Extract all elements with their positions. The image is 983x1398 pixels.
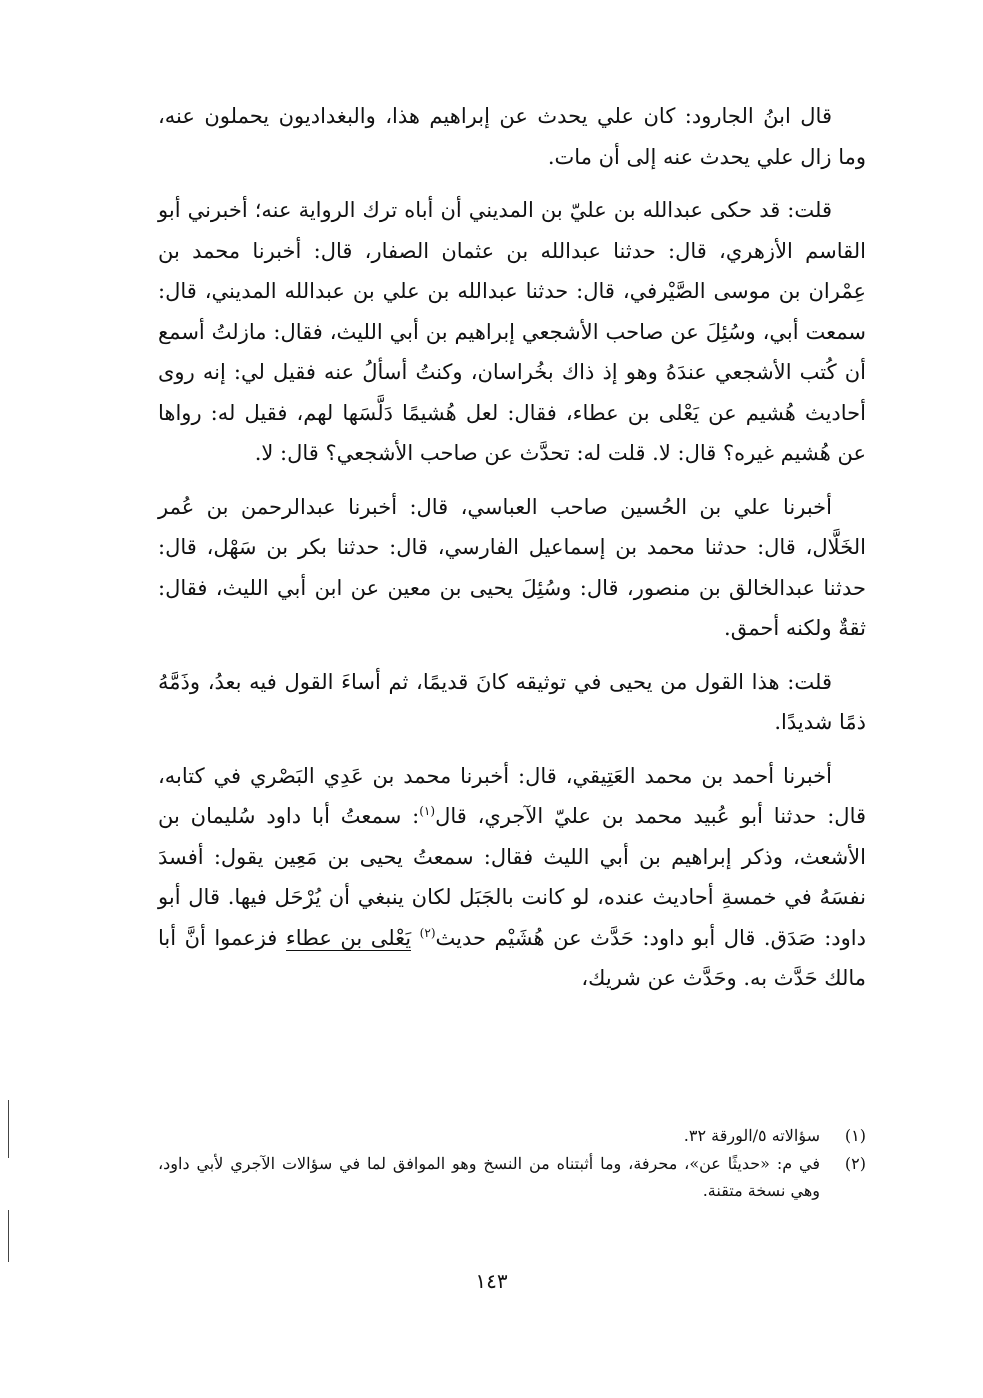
footnote-1	[158, 1122, 866, 1149]
footnote-1-text: سؤالاته ٥/الورقة ٣٢.	[683, 1126, 820, 1145]
page-number: ١٤٣	[475, 1269, 508, 1293]
footnote-2-number: (٢)	[844, 1154, 866, 1173]
footnote-ref-2: (٢)	[419, 925, 436, 940]
paragraph-1: قال ابنُ الجارود: كان علي يحدث عن إبراهيم هذا، والبغداديون يحملون عنه، وما زال علي يحدث عنه إلى أن مات.	[158, 104, 866, 169]
paragraph-3: أخبرنا علي بن الحُسين صاحب العباسي، قال: أخبرنا عبدالرحمن بن عُمر الخَلَّال، قال: حدثنا محمد بن إسماعيل الفارسي، قال: حدثنا بكر بن سَهْل، قال: حدثنا عبدالخالق بن منصور، قال: وسُئِلَ يحيى بن معين عن ابن أبي الليث، فقال: ثقةٌ ولكنه أحمق.	[158, 494, 866, 640]
footnote-2	[158, 1150, 866, 1204]
underlined-phrase: يَعْلى بن عطاء	[285, 925, 412, 950]
paragraph-5	[158, 756, 866, 999]
footnote-1-number: (١)	[844, 1126, 866, 1145]
main-text	[158, 96, 866, 1010]
scan-margin-mark-1	[8, 1100, 9, 1158]
paragraph-5-part-2: : سمعتُ أبا داود سُليمان بن الأشعث، وذكر إبراهيم بن أبي الليث فقال: سمعتُ يحيى بن مَعِين يقول: أفسدَ نفسَهُ في خمسةِ أحاديث عنده، لو كانت بالجَبَل لكان ينبغي أن يُرْحَل فيها. قال أبو داود: صَدَق. قال أبو داود: حَدَّث عن هُشَيْم حديث	[158, 804, 866, 950]
footnotes	[158, 1122, 866, 1205]
paragraph-5-part-3: فزعموا أنَّ أبا مالك حَدَّث به. وحَدَّث عن شريك،	[158, 925, 866, 990]
paragraph-4: قلت: هذا القول من يحيى في توثيقه كانَ قديمًا، ثم أساءَ القول فيه بعدُ، وذَمَّهُ ذمًا شديدًا.	[158, 669, 866, 734]
scan-margin-mark-2	[8, 1210, 9, 1262]
footnote-2-text: في م: «حديثًا عن»، محرفة، وما أثبتناه من النسخ وهو الموافق لما في سؤالات الآجري لأبي داود، وهي نسخة متقنة.	[158, 1154, 820, 1200]
footnote-ref-1: (١)	[419, 804, 436, 818]
paragraph-5-part-1: أخبرنا أحمد بن محمد العَتِيقي، قال: أخبرنا محمد بن عَدِي البَصْري في كتابه، قال: حدثنا أبو عُبيد محمد بن عليّ الآجري، قال	[158, 763, 867, 828]
paragraph-2: قلت: قد حكى عبدالله بن عليّ بن المديني أن أباه ترك الرواية عنه؛ أخبرني أبو القاسم الأزهري، قال: حدثنا عبدالله بن عثمان الصفار، قال: أخبرنا محمد بن عِمْران بن موسى الصَّيْرفي، قال: حدثنا عبدالله بن علي بن عبدالله المديني، قال: سمعت أبي، وسُئِلَ عن صاحب الأشجعي إبراهيم بن أبي الليث، فقال: مازلتُ أسمع أن كُتب الأشجعي عندَهُ وهو إذ ذاك بخُراسان، وكنتُ أسألُ عنه فقيل لي: إنه روى أحاديث هُشيم عن يَعْلى بن عطاء، فقال: لعل هُشيمًا دَلَّسَها لهم، فقيل له: رواها عن هُشيم غيره؟ قال: لا. قلت له: تحدَّث عن صاحب الأشجعي؟ قال: لا.	[158, 198, 866, 465]
